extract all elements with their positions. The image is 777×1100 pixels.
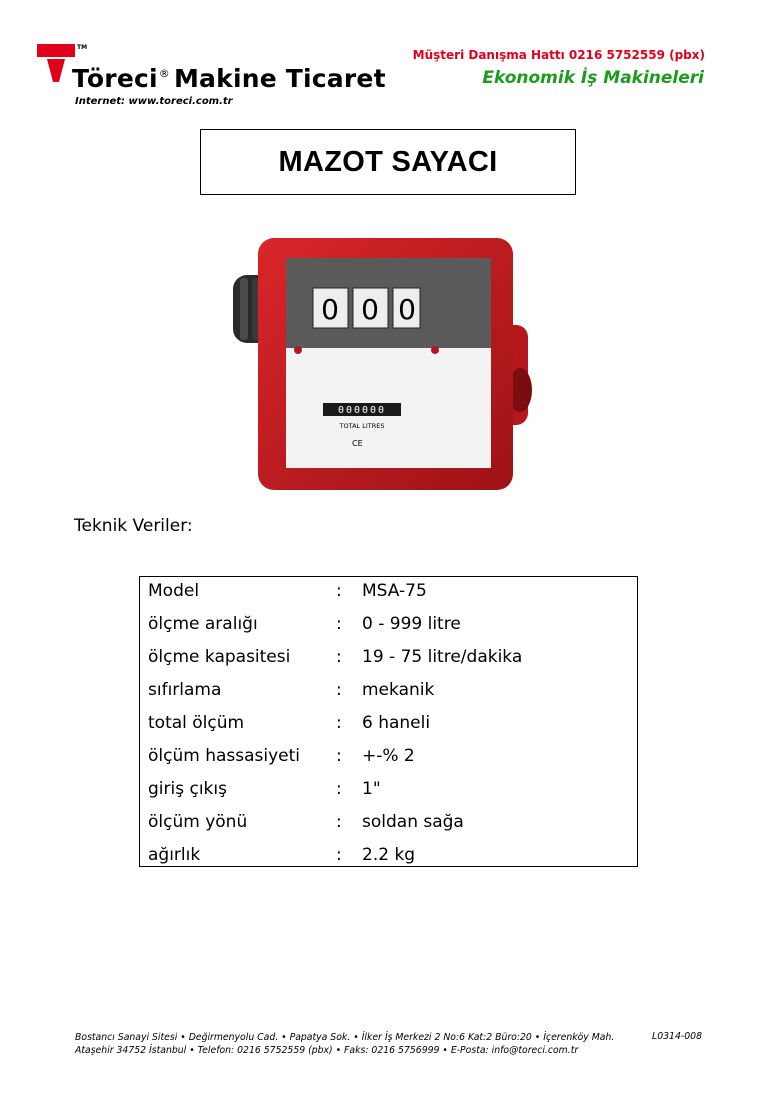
spec-row xyxy=(140,709,637,742)
spec-row xyxy=(140,577,637,610)
website-link[interactable]: Internet: www.toreci.com.tr xyxy=(75,96,233,107)
spec-value: 6 haneli xyxy=(362,713,431,733)
spec-value: 2.2 kg xyxy=(362,845,416,865)
spec-key: total ölçüm xyxy=(148,713,245,733)
spec-row xyxy=(140,643,637,676)
spec-key: sıfırlama xyxy=(148,680,222,700)
spec-separator: : xyxy=(336,779,342,799)
ce-mark: CE xyxy=(352,439,363,448)
spec-separator: : xyxy=(336,581,342,601)
company-name-suffix: Makine Ticaret xyxy=(173,64,386,93)
meter-digit-3: 0 xyxy=(398,293,416,326)
meter-digit-2: 0 xyxy=(361,293,379,326)
registered-mark: ® xyxy=(158,67,170,80)
footer-line-2: Ataşehir 34752 İstanbul • Telefon: 0216 5752559 (pbx) • Faks: 0216 5756999 • E-Posta: info@toreci.com.tr xyxy=(75,1045,579,1056)
spec-value: 19 - 75 litre/dakika xyxy=(362,647,523,667)
spec-separator: : xyxy=(336,614,342,634)
trademark-mark: TM xyxy=(77,44,88,51)
spec-value: 0 - 999 litre xyxy=(362,614,461,634)
spec-separator: : xyxy=(336,680,342,700)
spec-row xyxy=(140,742,637,775)
meter-digit-1: 0 xyxy=(321,293,339,326)
spec-separator: : xyxy=(336,746,342,766)
company-name-main: Töreci xyxy=(72,64,158,93)
footer-line-1: Bostancı Sanayi Sitesi • Değirmenyolu Cad. • Papatya Sok. • İlker İş Merkezi 2 No:6 Kat:2 Büro:20 • İçerenköy Mah. xyxy=(75,1032,615,1043)
document-code: L0314-008 xyxy=(652,1031,702,1042)
spec-row xyxy=(140,775,637,808)
spec-value: 1" xyxy=(362,779,381,799)
technical-data-heading: Teknik Veriler: xyxy=(74,516,193,536)
spec-key: ölçme aralığı xyxy=(148,614,258,634)
spec-key: giriş çıkış xyxy=(148,779,227,799)
spec-separator: : xyxy=(336,647,342,667)
spec-table xyxy=(139,576,638,867)
spec-separator: : xyxy=(336,845,342,865)
spec-separator: : xyxy=(336,812,342,832)
spec-key: Model xyxy=(148,581,200,601)
spec-key: ölçüm hassasiyeti xyxy=(148,746,301,766)
totalizer-digits: 000000 xyxy=(337,405,387,416)
spec-row xyxy=(140,808,637,841)
spec-separator: : xyxy=(336,713,342,733)
spec-value: mekanik xyxy=(362,680,435,700)
total-litres-label: TOTAL LITRES xyxy=(339,422,385,430)
company-name xyxy=(72,64,386,93)
fuel-meter-image xyxy=(228,230,538,495)
spec-key: ölçme kapasitesi xyxy=(148,647,291,667)
spec-row xyxy=(140,610,637,643)
spec-row xyxy=(140,676,637,709)
spec-row xyxy=(140,841,637,874)
document-title-box xyxy=(200,129,576,195)
company-slogan: Ekonomik İş Makineleri xyxy=(482,68,704,88)
spec-value: soldan sağa xyxy=(362,812,464,832)
spec-value: MSA-75 xyxy=(362,581,427,601)
document-title: MAZOT SAYACI xyxy=(278,145,498,178)
spec-key: ağırlık xyxy=(148,845,201,865)
footer-address xyxy=(75,1031,614,1057)
spec-value: +-% 2 xyxy=(362,746,415,766)
customer-hotline: Müşteri Danışma Hattı 0216 5752559 (pbx) xyxy=(412,48,705,62)
spec-key: ölçüm yönü xyxy=(148,812,248,832)
